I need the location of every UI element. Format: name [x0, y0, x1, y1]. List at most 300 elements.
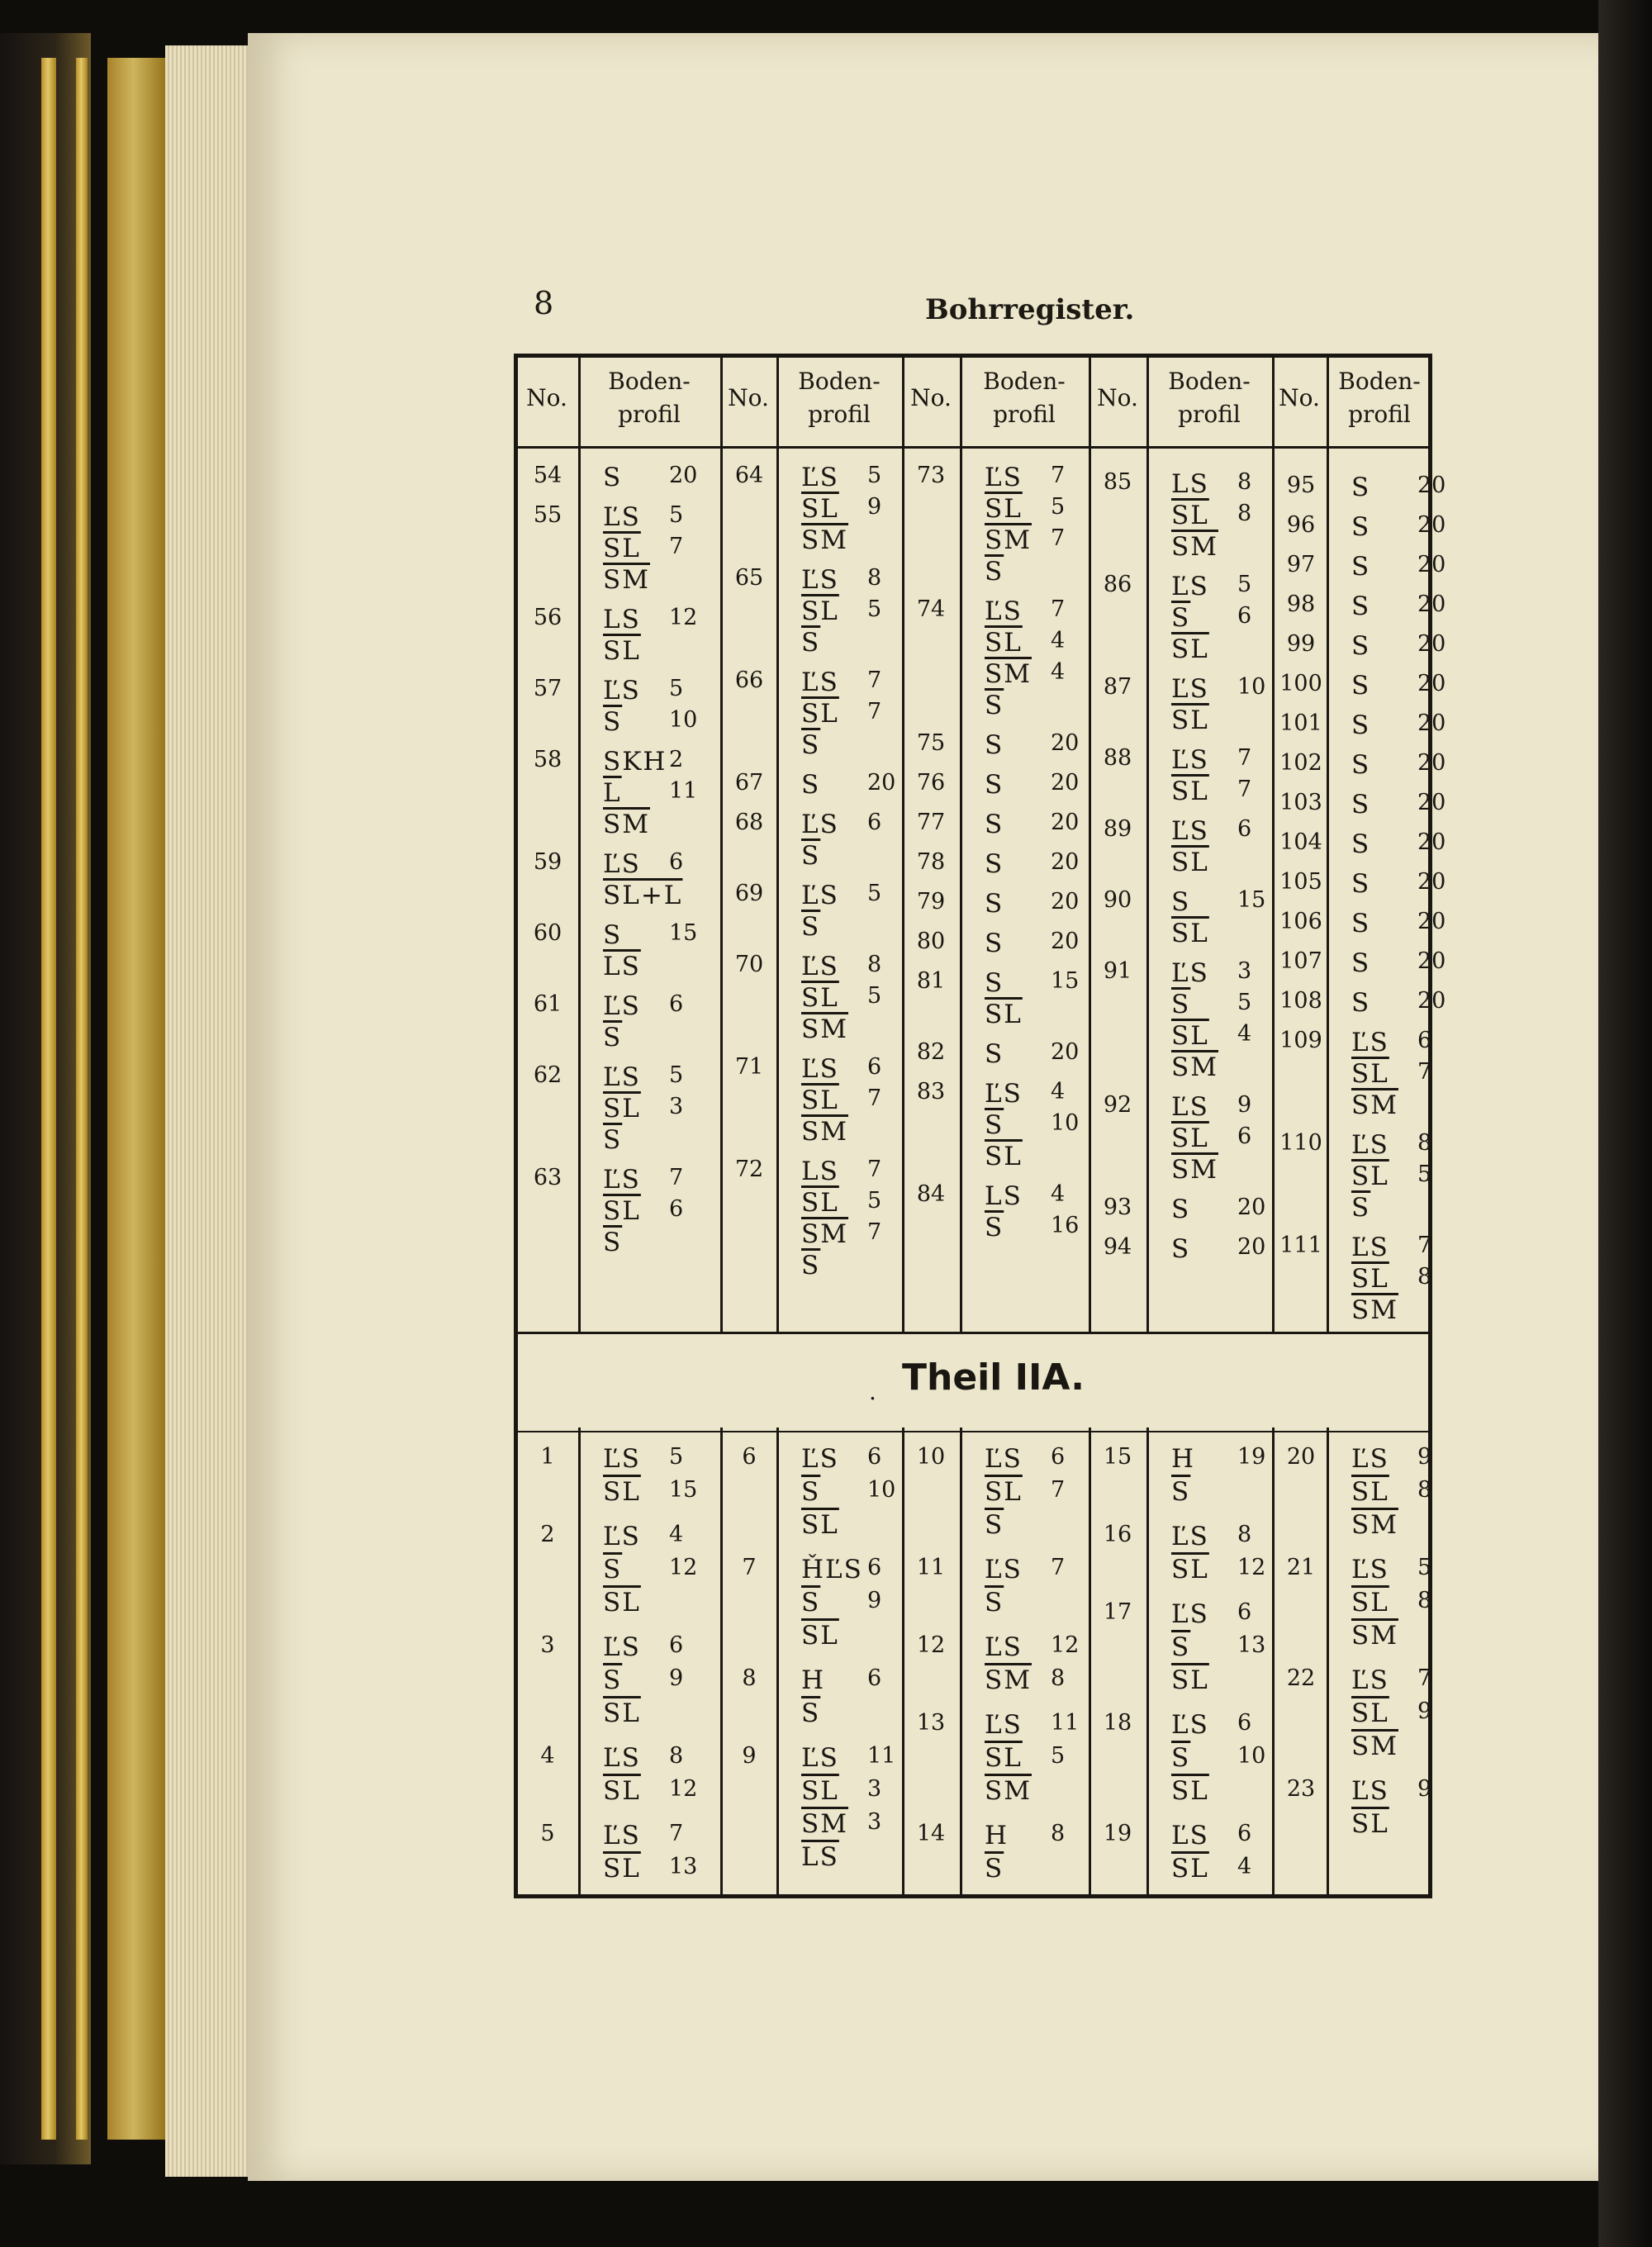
profile-layer-depth: 6: [1237, 1124, 1252, 1149]
profile-layer-symbol: SKH: [603, 747, 667, 777]
profile-layer-symbol: ĽS: [985, 1710, 1023, 1740]
profile-layer-symbol: $\overline{S}$: [985, 1110, 1004, 1140]
profile-layer-depth: 5: [669, 676, 684, 701]
profile-layer-depth: 7: [1237, 745, 1252, 771]
entry-number: 7: [742, 1555, 757, 1580]
profile-layer-symbol: $\overline{SM}$: [801, 1219, 848, 1249]
profile-layer-symbol: $\overline{S}$: [603, 1023, 623, 1052]
profile-layer-depth: 9: [1237, 1092, 1252, 1118]
entry-number: 2: [540, 1522, 555, 1547]
profile-layer-symbol: $\overline{SL}$: [801, 1621, 839, 1651]
entry-number: 82: [916, 1039, 946, 1065]
profile-layer-depth: 7: [1417, 1233, 1432, 1258]
profile-layer-symbol: S: [1351, 829, 1371, 859]
profile-layer-depth: 20: [1051, 929, 1080, 954]
profile-layer-depth: 10: [1237, 1743, 1266, 1769]
profile-layer-symbol: ĽS: [1351, 1776, 1389, 1806]
profile-layer-symbol: $\overline{S}$: [1171, 603, 1191, 633]
profile-layer-symbol: $\overline{SM}$: [985, 525, 1032, 555]
profile-layer-symbol: $\overline{SL}$: [603, 1477, 641, 1507]
profile-layer-depth: 15: [1051, 968, 1080, 994]
profile-layer-symbol: ĽS: [603, 1632, 641, 1662]
profile-layer-depth: 7: [1237, 777, 1252, 802]
profile-layer-depth: 6: [867, 1665, 882, 1691]
profile-layer-symbol: $\overline{S}$: [603, 707, 623, 737]
profile-layer-symbol: $\overline{SL}$: [985, 494, 1023, 524]
profile-layer-symbol: S: [985, 849, 1004, 879]
profile-layer-symbol: $\overline{S}$: [1171, 990, 1191, 1019]
profile-layer-symbol: ĽS: [603, 1743, 641, 1773]
entry-number: 19: [1103, 1821, 1132, 1846]
entry-number: 93: [1103, 1195, 1132, 1220]
profile-layer-symbol: $\overline{S}$: [1171, 1632, 1191, 1662]
profile-layer-depth: 20: [1417, 869, 1446, 895]
profile-layer-symbol: ĽS: [603, 1821, 641, 1850]
profile-layer-symbol: ĽS: [985, 1444, 1023, 1474]
profile-layer-depth: 11: [1051, 1710, 1080, 1736]
entry-number: 15: [1103, 1444, 1132, 1470]
profile-layer-depth: 4: [1237, 1021, 1252, 1047]
profile-layer-depth: 20: [1417, 909, 1446, 934]
profile-layer-depth: 5: [1417, 1555, 1432, 1580]
profile-layer-depth: 7: [867, 667, 882, 693]
profile-layer-symbol: ĽS: [603, 502, 641, 532]
profile-layer-depth: 6: [669, 1632, 684, 1658]
profile-layer-symbol: ĽS: [801, 667, 839, 697]
profile-layer-depth: 5: [867, 983, 882, 1009]
profile-layer-depth: 20: [1051, 1039, 1080, 1065]
entry-number: 96: [1286, 512, 1316, 538]
profile-layer-depth: 6: [1237, 816, 1252, 842]
profile-layer-symbol: $\overline{S}$: [603, 1665, 623, 1695]
entry-number: 16: [1103, 1522, 1132, 1547]
profile-layer-symbol: S: [985, 770, 1004, 800]
profile-layer-symbol: ĽS: [1171, 674, 1209, 704]
column-rule: [720, 1428, 723, 1898]
section-title: Theil IIA.: [902, 1356, 1085, 1399]
profile-layer-depth: 7: [669, 1821, 684, 1846]
entry-number: 103: [1279, 790, 1322, 815]
entry-number: 14: [916, 1821, 946, 1846]
profile-layer-symbol: ĽS: [985, 463, 1023, 492]
profile-layer-symbol: $\overline{SL}$: [603, 1588, 641, 1618]
profile-layer-symbol: $\overline{SM}$: [1171, 1052, 1218, 1082]
header-profile-bottom: profil: [808, 401, 871, 428]
profile-layer-symbol: ĽS: [801, 565, 839, 595]
profile-layer-symbol: $\overline{SL}$: [985, 1743, 1023, 1773]
entry-number: 89: [1103, 816, 1132, 842]
profile-layer-depth: 8: [1417, 1477, 1432, 1503]
entry-number: 105: [1279, 869, 1322, 895]
profile-layer-depth: 15: [669, 920, 698, 946]
profile-layer-symbol: S: [1351, 988, 1371, 1018]
profile-layer-symbol: $\overline{SM}$: [985, 1776, 1032, 1806]
profile-layer-symbol: S: [985, 968, 1004, 998]
entry-number: 100: [1279, 671, 1322, 696]
entry-number: 63: [533, 1165, 563, 1190]
profile-layer-symbol: $\overline{SM}$: [1171, 532, 1218, 562]
profile-layer-symbol: S: [985, 730, 1004, 760]
row-rule: [515, 1332, 1431, 1334]
profile-layer-symbol: $\overline{S}$: [985, 1854, 1004, 1884]
entry-number: 87: [1103, 674, 1132, 700]
entry-number: 66: [734, 667, 764, 693]
profile-layer-depth: 8: [867, 952, 882, 977]
profile-layer-symbol: LS: [801, 1157, 839, 1186]
entry-number: 85: [1103, 469, 1132, 495]
profile-layer-symbol: $\overline{S}$: [985, 1510, 1004, 1540]
profile-layer-depth: 7: [1051, 1477, 1066, 1503]
profile-layer-depth: 3: [867, 1776, 882, 1802]
entry-number: 69: [734, 881, 764, 906]
profile-layer-symbol: ĽS: [1351, 1555, 1389, 1584]
profile-layer-symbol: ĽS: [1171, 958, 1209, 988]
profile-layer-symbol: $\overline{SL}$: [801, 1776, 839, 1806]
profile-layer-depth: 7: [867, 699, 882, 724]
entry-number: 8: [742, 1665, 757, 1691]
profile-layer-symbol: $\overline{SL}$: [1351, 1477, 1389, 1507]
column-rule: [960, 1428, 962, 1898]
entry-number: 21: [1286, 1555, 1316, 1580]
profile-layer-depth: 8: [1417, 1130, 1432, 1156]
entry-number: 83: [916, 1079, 946, 1104]
profile-layer-symbol: ĽS: [985, 1555, 1023, 1584]
profile-layer-symbol: $\overline{SL}$: [1351, 1809, 1389, 1839]
profile-layer-symbol: $\overline{SM}$: [985, 1665, 1032, 1695]
profile-layer-symbol: ĽS: [1351, 1233, 1389, 1262]
profile-layer-symbol: S: [985, 929, 1004, 958]
entry-number: 102: [1279, 750, 1322, 776]
profile-layer-depth: 20: [1051, 849, 1080, 875]
profile-layer-depth: 5: [867, 1188, 882, 1214]
profile-layer-symbol: ĽS: [801, 1054, 839, 1084]
profile-layer-depth: 5: [867, 463, 882, 488]
profile-layer-symbol: ĽS: [801, 952, 839, 981]
profile-layer-depth: 8: [1237, 501, 1252, 526]
entry-number: 18: [1103, 1710, 1132, 1736]
profile-layer-depth: 10: [1051, 1110, 1080, 1136]
profile-layer-symbol: $\overline{SM}$: [1351, 1732, 1398, 1761]
profile-layer-symbol: $\overline{S}$: [1351, 1193, 1371, 1223]
profile-layer-symbol: ĽS: [801, 881, 839, 910]
profile-layer-symbol: S: [985, 810, 1004, 839]
profile-layer-depth: 4: [1051, 1181, 1066, 1207]
profile-layer-depth: 7: [1051, 1555, 1066, 1580]
profile-layer-symbol: $\overline{SM}$: [801, 1809, 848, 1839]
profile-layer-depth: 5: [1051, 1743, 1066, 1769]
profile-layer-symbol: $\overline{SM}$: [801, 1117, 848, 1147]
profile-layer-depth: 6: [1237, 1821, 1252, 1846]
profile-layer-symbol: $\overline{S}$: [603, 1228, 623, 1257]
profile-layer-depth: 6: [1051, 1444, 1066, 1470]
profile-layer-symbol: S: [985, 889, 1004, 919]
entry-number: 61: [533, 991, 563, 1017]
entry-number: 22: [1286, 1665, 1316, 1691]
profile-layer-symbol: $\overline{SL}$: [1171, 705, 1209, 735]
profile-layer-symbol: $\overline{SL}$: [603, 1854, 641, 1884]
profile-layer-depth: 16: [1051, 1213, 1080, 1238]
entry-number: 70: [734, 952, 764, 977]
profile-layer-depth: 5: [669, 1444, 684, 1470]
profile-layer-depth: 9: [1417, 1698, 1432, 1724]
entry-number: 84: [916, 1181, 946, 1207]
profile-layer-depth: 12: [1237, 1555, 1266, 1580]
profile-layer-symbol: $\overline{SL}$: [1171, 1124, 1209, 1153]
entry-number: 75: [916, 730, 946, 756]
column-rule: [1327, 1428, 1329, 1898]
profile-layer-symbol: ĽS: [1171, 1710, 1209, 1740]
profile-layer-symbol: $\overline{S}$: [801, 1477, 821, 1507]
profile-layer-symbol: ĽS: [801, 1743, 839, 1773]
profile-layer-depth: 20: [1237, 1195, 1266, 1220]
profile-layer-symbol: $\overline{SL}$: [1171, 1555, 1209, 1584]
entry-number: 5: [540, 1821, 555, 1846]
profile-layer-symbol: $\overline{SL}$: [801, 596, 839, 626]
profile-layer-symbol: $\overline{S}$: [1171, 1743, 1191, 1773]
entry-number: 80: [916, 929, 946, 954]
profile-layer-symbol: $\overline{SL}$: [603, 1196, 641, 1226]
column-rule: [1146, 1428, 1149, 1898]
profile-layer-symbol: S: [1351, 512, 1371, 542]
profile-layer-depth: 4: [1051, 659, 1066, 685]
running-head: Bohrregister.: [925, 293, 1135, 326]
header-no: No.: [1279, 384, 1320, 411]
profile-layer-symbol: $\overline{SM}$: [1351, 1295, 1398, 1325]
entry-number: 110: [1279, 1130, 1322, 1156]
profile-layer-depth: 11: [669, 778, 698, 804]
profile-layer-symbol: ĽS: [603, 849, 641, 879]
profile-layer-symbol: $\overline{SM}$: [1351, 1621, 1398, 1651]
profile-layer-symbol: $\overline{SM}$: [985, 659, 1032, 689]
header-profile-bottom: profil: [618, 401, 681, 428]
profile-layer-symbol: S: [801, 770, 821, 800]
profile-layer-depth: 20: [1417, 473, 1446, 498]
entry-number: 73: [916, 463, 946, 488]
profile-layer-depth: 15: [669, 1477, 698, 1503]
profile-layer-depth: 4: [669, 1522, 684, 1547]
profile-layer-depth: 11: [867, 1743, 896, 1769]
profile-layer-depth: 7: [867, 1219, 882, 1245]
profile-layer-symbol: S: [1351, 750, 1371, 780]
profile-layer-depth: 5: [867, 596, 882, 622]
profile-layer-depth: 12: [669, 1555, 698, 1580]
profile-layer-depth: 8: [1051, 1665, 1066, 1691]
column-rule: [1146, 357, 1149, 1332]
profile-layer-symbol: LS: [603, 605, 641, 634]
profile-layer-depth: 9: [1417, 1776, 1432, 1802]
profile-layer-symbol: $\overline{SL}$: [1171, 1776, 1209, 1806]
profile-layer-symbol: $\overline{SL}$: [1351, 1059, 1389, 1089]
profile-layer-depth: 8: [1417, 1264, 1432, 1290]
profile-layer-depth: 7: [1417, 1665, 1432, 1691]
profile-layer-symbol: ĽS: [985, 1079, 1023, 1109]
profile-layer-depth: 7: [1051, 596, 1066, 622]
entry-number: 81: [916, 968, 946, 994]
profile-layer-symbol: S: [1351, 710, 1371, 740]
profile-layer-depth: 20: [1417, 988, 1446, 1014]
profile-layer-symbol: $\overline{S}$: [985, 1213, 1004, 1242]
profile-layer-symbol: $\overline{SL}$: [1171, 501, 1209, 530]
entry-number: 107: [1279, 948, 1322, 974]
profile-layer-symbol: LS: [1171, 469, 1209, 499]
profile-layer-depth: 20: [1417, 631, 1446, 657]
profile-layer-depth: 6: [867, 810, 882, 835]
profile-layer-depth: 12: [669, 605, 698, 630]
profile-layer-symbol: $\overline{LS}$: [801, 1842, 839, 1872]
entry-number: 13: [916, 1710, 946, 1736]
entry-number: 104: [1279, 829, 1322, 855]
entry-number: 79: [916, 889, 946, 914]
profile-layer-depth: 7: [1051, 463, 1066, 488]
entry-number: 58: [533, 747, 563, 772]
profile-layer-symbol: $\overline{SL}$: [1171, 634, 1209, 664]
row-rule: [515, 1431, 1431, 1432]
entry-number: 76: [916, 770, 946, 796]
profile-layer-symbol: $\overline{SL}$: [1171, 919, 1209, 948]
entry-number: 99: [1286, 631, 1316, 657]
entry-number: 71: [734, 1054, 764, 1080]
profile-layer-symbol: S: [603, 920, 623, 950]
right-margin-shadow: [1598, 0, 1652, 2247]
profile-layer-depth: 20: [867, 770, 896, 796]
profile-layer-depth: 8: [867, 565, 882, 591]
profile-layer-symbol: $\overline{SL}$: [603, 1698, 641, 1728]
profile-layer-symbol: $\overline{SL}$: [985, 628, 1023, 658]
profile-layer-symbol: S: [1171, 1234, 1191, 1264]
profile-layer-symbol: $\overline{S}$: [801, 912, 821, 942]
entry-number: 23: [1286, 1776, 1316, 1802]
profile-layer-depth: 5: [1051, 494, 1066, 520]
profile-layer-symbol: $\overline{SL}$: [1171, 777, 1209, 806]
profile-layer-symbol: H: [801, 1665, 826, 1695]
profile-layer-depth: 8: [669, 1743, 684, 1769]
profile-layer-depth: 6: [867, 1555, 882, 1580]
profile-layer-depth: 6: [1417, 1028, 1432, 1053]
profile-layer-symbol: $\overline{SL}$: [1351, 1162, 1389, 1191]
header-profile-top: Boden-: [1168, 368, 1251, 395]
profile-layer-symbol: $\overline{S}$: [801, 628, 821, 658]
entry-number: 90: [1103, 887, 1132, 913]
entry-number: 6: [742, 1444, 757, 1470]
gilt-edge: [107, 58, 165, 2140]
entry-number: 17: [1103, 1599, 1132, 1625]
entry-number: 59: [533, 849, 563, 875]
profile-layer-symbol: ĽS: [1171, 1092, 1209, 1122]
profile-layer-depth: 9: [1417, 1444, 1432, 1470]
profile-layer-depth: 13: [669, 1854, 698, 1879]
profile-layer-symbol: $\overline{SM}$: [801, 1014, 848, 1044]
profile-layer-symbol: $\overline{SL}$: [801, 983, 839, 1013]
profile-layer-depth: 8: [1237, 469, 1252, 495]
profile-layer-symbol: ĽS: [603, 1062, 641, 1092]
profile-layer-symbol: ĽS: [801, 810, 839, 839]
header-profile-top: Boden-: [983, 368, 1066, 395]
entry-number: 67: [734, 770, 764, 796]
profile-layer-depth: 4: [1237, 1854, 1252, 1879]
profile-layer-symbol: $\overline{SL}$: [801, 1085, 839, 1115]
row-rule: [515, 446, 1431, 449]
profile-layer-depth: 5: [669, 502, 684, 528]
profile-layer-depth: 9: [867, 494, 882, 520]
profile-layer-symbol: ĽS: [1351, 1028, 1389, 1057]
profile-layer-depth: 20: [1417, 829, 1446, 855]
entry-number: 65: [734, 565, 764, 591]
profile-layer-depth: 20: [669, 463, 698, 488]
profile-layer-depth: 6: [1237, 1599, 1252, 1625]
profile-layer-symbol: $\overline{SL}$: [985, 1000, 1023, 1029]
profile-layer-depth: 20: [1417, 790, 1446, 815]
profile-layer-depth: 12: [1051, 1632, 1080, 1658]
profile-layer-symbol: $\overline{S}$: [801, 1588, 821, 1618]
profile-layer-depth: 10: [669, 707, 698, 733]
profile-layer-depth: 6: [669, 991, 684, 1017]
profile-layer-symbol: S: [1171, 1195, 1191, 1224]
profile-layer-depth: 20: [1417, 750, 1446, 776]
entry-number: 4: [540, 1743, 555, 1769]
profile-layer-depth: 7: [669, 534, 684, 559]
gilt-edge: [41, 58, 56, 2140]
profile-layer-symbol: H: [985, 1821, 1009, 1850]
entry-number: 68: [734, 810, 764, 835]
profile-layer-depth: 4: [1051, 1079, 1066, 1104]
header-no: No.: [728, 384, 769, 411]
profile-layer-symbol: $\overline{S}$: [801, 1251, 821, 1280]
profile-layer-depth: 8: [1417, 1588, 1432, 1613]
profile-layer-depth: 20: [1417, 552, 1446, 577]
profile-layer-symbol: $\overline{SL}$: [603, 636, 641, 666]
entry-number: 62: [533, 1062, 563, 1088]
profile-layer-depth: 7: [867, 1085, 882, 1111]
profile-layer-symbol: $\overline{LS}$: [603, 952, 641, 981]
profile-layer-symbol: S: [1351, 591, 1371, 621]
profile-layer-symbol: $\overline{SL}$: [801, 1188, 839, 1218]
profile-layer-depth: 20: [1051, 810, 1080, 835]
entry-number: 106: [1279, 909, 1322, 934]
page-number: 8: [534, 285, 554, 321]
profile-layer-depth: 3: [1237, 958, 1252, 984]
column-rule: [578, 1428, 581, 1898]
column-rule: [578, 357, 581, 1332]
entry-number: 95: [1286, 473, 1316, 498]
entry-number: 77: [916, 810, 946, 835]
entry-number: 94: [1103, 1234, 1132, 1260]
profile-layer-symbol: $\overline{SL}$: [801, 699, 839, 729]
column-rule: [720, 357, 723, 1332]
profile-layer-symbol: $\overline{S}$: [985, 557, 1004, 587]
profile-layer-depth: 20: [1417, 710, 1446, 736]
profile-layer-depth: 20: [1237, 1234, 1266, 1260]
profile-layer-symbol: $\overline{S}$: [603, 1125, 623, 1155]
profile-layer-symbol: $\overline{SL}$: [1171, 848, 1209, 877]
profile-layer-symbol: ĽS: [1171, 1599, 1209, 1629]
entry-number: 86: [1103, 572, 1132, 597]
profile-layer-symbol: ĽS: [801, 1444, 839, 1474]
profile-layer-symbol: $\overline{SM}$: [603, 565, 650, 595]
profile-layer-symbol: $\overline{S}$: [1171, 1477, 1191, 1507]
profile-layer-symbol: $\overline{S}$: [985, 1588, 1004, 1618]
profile-layer-depth: 8: [1051, 1821, 1066, 1846]
profile-layer-symbol: ĽS: [603, 1444, 641, 1474]
profile-layer-symbol: ĽS: [603, 1165, 641, 1195]
profile-layer-symbol: $\overline{SL}$: [603, 1776, 641, 1806]
profile-layer-symbol: ĽS: [985, 1632, 1023, 1662]
profile-layer-symbol: ĽS: [985, 596, 1023, 626]
profile-layer-symbol: $\overline{SL}$: [1351, 1588, 1389, 1618]
profile-layer-symbol: $\overline{SL}$: [1171, 1665, 1209, 1695]
profile-layer-symbol: ĽS: [603, 676, 641, 705]
entry-number: 111: [1279, 1233, 1322, 1258]
profile-layer-symbol: S: [1351, 948, 1371, 978]
